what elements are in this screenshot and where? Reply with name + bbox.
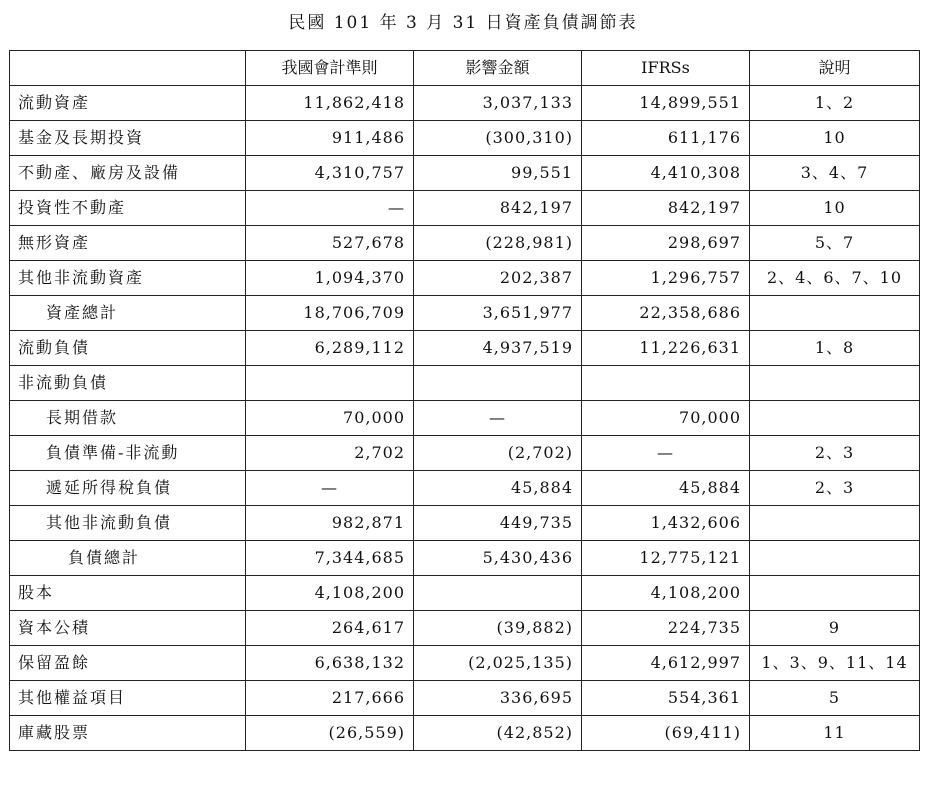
local-value: 217,666 (246, 681, 414, 716)
local-value: 4,108,200 (246, 576, 414, 611)
note-value: 5 (750, 681, 920, 716)
row-label: 投資性不動產 (10, 191, 246, 226)
impact-value: (300,310) (414, 121, 582, 156)
local-value: 7,344,685 (246, 541, 414, 576)
note-value: 1、8 (750, 331, 920, 366)
impact-value: (228,981) (414, 226, 582, 261)
impact-value: 449,735 (414, 506, 582, 541)
note-value (750, 541, 920, 576)
ifrs-value: (69,411) (582, 716, 750, 751)
ifrs-value: 224,735 (582, 611, 750, 646)
note-value: 2、4、6、7、10 (750, 261, 920, 296)
ifrs-value (582, 366, 750, 401)
impact-value: (42,852) (414, 716, 582, 751)
ifrs-value: 4,612,997 (582, 646, 750, 681)
row-label: 流動負債 (10, 331, 246, 366)
ifrs-value: 554,361 (582, 681, 750, 716)
local-value: — (246, 191, 414, 226)
ifrs-value: 70,000 (582, 401, 750, 436)
header-local-gaap: 我國會計準則 (246, 51, 414, 86)
header-impact: 影響金額 (414, 51, 582, 86)
local-value: 6,638,132 (246, 646, 414, 681)
row-label: 負債準備-非流動 (10, 436, 246, 471)
table-row (10, 121, 920, 156)
table-row (10, 261, 920, 296)
header-row (10, 51, 920, 86)
row-label: 無形資產 (10, 226, 246, 261)
table-row (10, 436, 920, 471)
page-title: 民國 101 年 3 月 31 日資產負債調節表 (288, 13, 638, 33)
row-label: 保留盈餘 (10, 646, 246, 681)
note-value: 5、7 (750, 226, 920, 261)
note-value: 1、3、9、11、14 (750, 646, 920, 681)
local-value: 264,617 (246, 611, 414, 646)
note-value: 2、3 (750, 471, 920, 506)
impact-value (414, 576, 582, 611)
local-value: 527,678 (246, 226, 414, 261)
reconciliation-table (9, 50, 920, 751)
row-label: 不動產、廠房及設備 (10, 156, 246, 191)
header-ifrs: IFRSs (582, 51, 750, 86)
row-label: 其他非流動資產 (10, 261, 246, 296)
table-row (10, 611, 920, 646)
impact-value: 842,197 (414, 191, 582, 226)
table-row (10, 226, 920, 261)
row-label: 長期借款 (10, 401, 246, 436)
row-label: 遞延所得稅負債 (10, 471, 246, 506)
local-value: 70,000 (246, 401, 414, 436)
ifrs-value: 1,296,757 (582, 261, 750, 296)
note-value: 10 (750, 191, 920, 226)
local-value: (26,559) (246, 716, 414, 751)
row-label: 股本 (10, 576, 246, 611)
local-value: 18,706,709 (246, 296, 414, 331)
table-row (10, 576, 920, 611)
impact-value: 3,037,133 (414, 86, 582, 121)
ifrs-value: 45,884 (582, 471, 750, 506)
row-label: 非流動負債 (10, 366, 246, 401)
row-label: 資產總計 (10, 296, 246, 331)
note-value: 11 (750, 716, 920, 751)
impact-value: (2,025,135) (414, 646, 582, 681)
header-note: 說明 (750, 51, 920, 86)
ifrs-value: 4,410,308 (582, 156, 750, 191)
row-label: 庫藏股票 (10, 716, 246, 751)
note-value (750, 401, 920, 436)
table-row (10, 366, 920, 401)
ifrs-value: 298,697 (582, 226, 750, 261)
row-label: 其他非流動負債 (10, 506, 246, 541)
ifrs-value: 611,176 (582, 121, 750, 156)
impact-value: 4,937,519 (414, 331, 582, 366)
note-value: 3、4、7 (750, 156, 920, 191)
impact-value: — (414, 401, 582, 436)
table-row (10, 331, 920, 366)
note-value (750, 296, 920, 331)
local-value: 911,486 (246, 121, 414, 156)
impact-value: 99,551 (414, 156, 582, 191)
local-value: 2,702 (246, 436, 414, 471)
ifrs-value: 842,197 (582, 191, 750, 226)
table-row (10, 296, 920, 331)
local-value: 11,862,418 (246, 86, 414, 121)
note-value: 9 (750, 611, 920, 646)
impact-value: 3,651,977 (414, 296, 582, 331)
note-value: 10 (750, 121, 920, 156)
local-value: 4,310,757 (246, 156, 414, 191)
ifrs-value: 1,432,606 (582, 506, 750, 541)
impact-value (414, 366, 582, 401)
table-row (10, 681, 920, 716)
row-label: 資本公積 (10, 611, 246, 646)
table-row (10, 471, 920, 506)
row-label: 負債總計 (10, 541, 246, 576)
note-value (750, 506, 920, 541)
row-label: 基金及長期投資 (10, 121, 246, 156)
local-value: — (246, 471, 414, 506)
impact-value: 45,884 (414, 471, 582, 506)
local-value: 1,094,370 (246, 261, 414, 296)
table-row (10, 86, 920, 121)
ifrs-value: 4,108,200 (582, 576, 750, 611)
table-row (10, 401, 920, 436)
row-label: 其他權益項目 (10, 681, 246, 716)
local-value: 6,289,112 (246, 331, 414, 366)
table-row (10, 156, 920, 191)
table-row (10, 646, 920, 681)
table-row (10, 541, 920, 576)
impact-value: 202,387 (414, 261, 582, 296)
table-row (10, 191, 920, 226)
impact-value: 336,695 (414, 681, 582, 716)
ifrs-value: 12,775,121 (582, 541, 750, 576)
impact-value: (39,882) (414, 611, 582, 646)
ifrs-value: 14,899,551 (582, 86, 750, 121)
impact-value: 5,430,436 (414, 541, 582, 576)
note-value: 1、2 (750, 86, 920, 121)
row-label: 流動資產 (10, 86, 246, 121)
ifrs-value: 11,226,631 (582, 331, 750, 366)
note-value (750, 366, 920, 401)
local-value: 982,871 (246, 506, 414, 541)
ifrs-value: — (582, 436, 750, 471)
local-value (246, 366, 414, 401)
note-value: 2、3 (750, 436, 920, 471)
note-value (750, 576, 920, 611)
header-label (10, 51, 246, 86)
ifrs-value: 22,358,686 (582, 296, 750, 331)
table-row (10, 506, 920, 541)
impact-value: (2,702) (414, 436, 582, 471)
table-row (10, 716, 920, 751)
